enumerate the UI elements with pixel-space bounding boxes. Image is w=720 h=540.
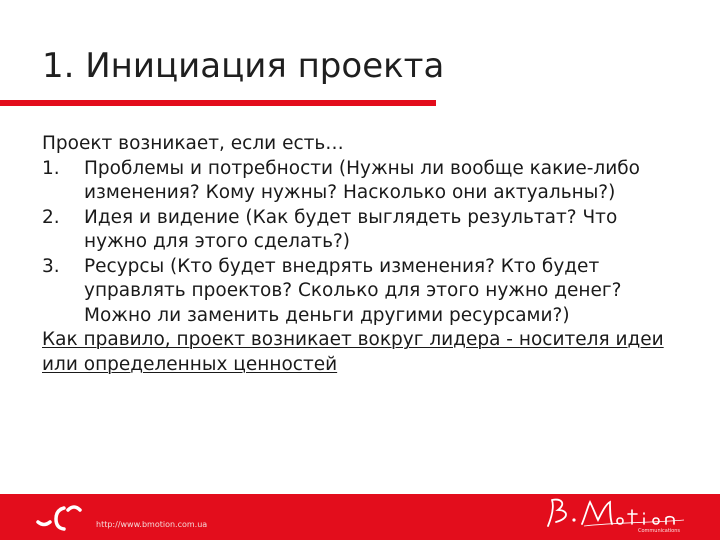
conclusion-text <box>42 328 682 377</box>
footer-bar <box>0 494 720 540</box>
brand-signature-icon <box>540 496 690 530</box>
footer-url-link[interactable]: http://www.bmotion.com.ua <box>96 520 208 529</box>
company-logo-icon <box>34 502 88 532</box>
brand-tagline: Communications <box>638 528 681 534</box>
list-item <box>42 157 682 206</box>
slide-body <box>42 132 682 377</box>
list-item <box>42 255 682 329</box>
list-item-text: Идея и видение (Как будет выглядеть результат? Что нужно для этого сделать?) <box>84 206 618 252</box>
list-item-number: 3. <box>42 255 60 277</box>
slide-title: 1. Инициация проекта <box>42 46 445 86</box>
list-item-text: Ресурсы (Кто будет внедрять изменения? Кто будет управлять проектов? Сколько для этого нужно денег? Можно ли заменить деньги другими ресурсами?) <box>84 255 622 326</box>
list-item-number: 2. <box>42 206 60 228</box>
conclusion-underlined-text: Как правило, проект возникает вокруг лидера - носителя идеи или определенных ценностей <box>42 329 664 375</box>
intro-text: Проект возникает, если есть… <box>42 133 344 154</box>
list-item-text: Проблемы и потребности (Нужны ли вообще какие-либо изменения? Кому нужны? Насколько они актуальны?) <box>84 157 640 203</box>
list-item <box>42 206 682 255</box>
numbered-list <box>42 157 682 329</box>
list-item-number: 1. <box>42 157 60 179</box>
title-underline-bar <box>0 100 436 106</box>
